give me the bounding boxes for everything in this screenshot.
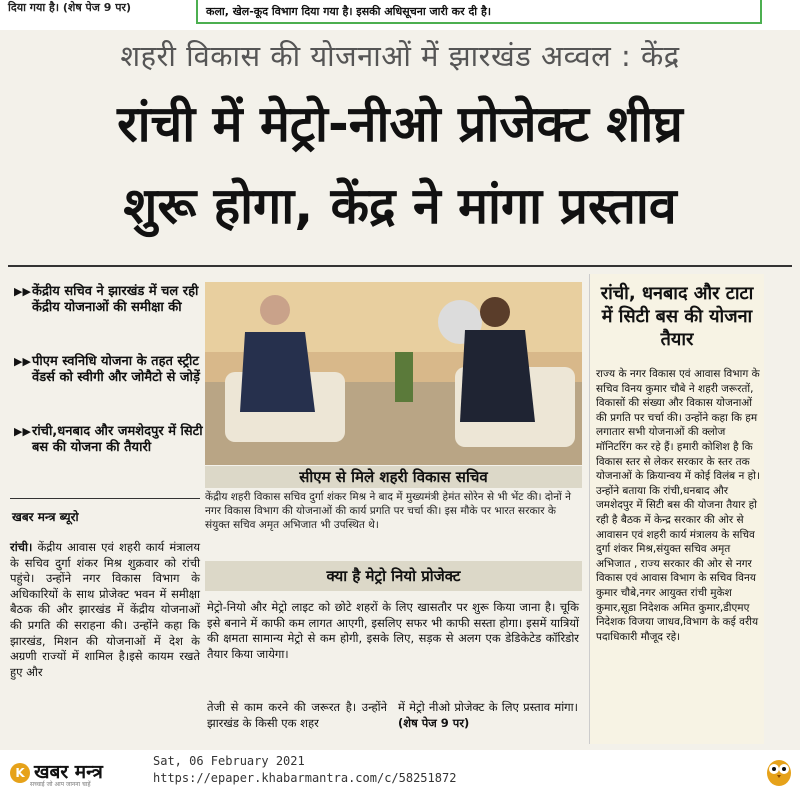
double-arrow-icon: ▶▶: [14, 285, 31, 298]
logo-tagline: सच्चाई जो आप जानना चाहें: [30, 781, 91, 788]
article-body-col2-tail: तेजी से काम करने की जरूरत है। उन्होंने झारखंड के किसी एक शहर: [207, 700, 387, 730]
photo-caption-title: सीएम से मिले शहरी विकास सचिव: [205, 466, 582, 488]
dateline: रांची।: [10, 540, 33, 554]
bureau-byline: खबर मन्त्र ब्यूरो: [12, 510, 79, 524]
epaper-link[interactable]: https://epaper.khabarmantra.com/c/58251872: [153, 771, 457, 785]
subsection-title: क्या है मेट्रो नियो प्रोजेक्ट: [205, 561, 582, 591]
double-arrow-icon: ▶▶: [14, 355, 31, 368]
headline-line-2: शुरू होगा, केंद्र ने मांगा प्रस्ताव: [123, 177, 677, 235]
kicker-headline: शहरी विकास की योजनाओं में झारखंड अव्वल : केंद्र: [120, 39, 680, 73]
news-photo: [205, 282, 582, 465]
double-arrow-icon: ▶▶: [14, 425, 31, 438]
bullet-point: ▶▶ रांची,धनबाद और जमशेदपुर में सिटी बस की योजना की तैयारी: [14, 424, 203, 455]
logo-k-icon: K: [10, 763, 30, 783]
headline-rule: [8, 265, 792, 267]
edition-date: Sat, 06 February 2021: [153, 754, 305, 768]
photo-caption: केंद्रीय शहरी विकास सचिव दुर्गा शंकर मिश्र ने बाद में मुख्यमंत्री हेमंत सोरेन से भी भेंट की। दोनों ने नगर विकास विभाग की योजनाओं की कार्य प्रगति पर चर्चा की। इस मौके पर भारत सरकार के संयुक्त सचिव अमृत अभिजात भी उपस्थित थे।: [205, 491, 571, 531]
article-body: रांची। केंद्रीय आवास एवं शहरी कार्य मंत्रालय के सचिव दुर्गा शंकर मिश्र शुक्रवार को रांची पहुंचे। उन्होंने नगर विकास विभाग के अधिकारियों के साथ प्रोजेक्ट भवन में समीक्षा बैठक की और झारखंड में केंद्रीय योजनाओं की प्रगति की सराहना की। उन्होंने कहा कि झारखंड, मिशन की योजनाओं में देश के अग्रणी राज्यों में शामिल है।इसे कायम रखते हुए और: [10, 540, 201, 679]
sidebar-title: रांची, धनबाद और टाटा में सिटी बस की योजना तैयार: [600, 283, 754, 350]
sidebar-body: राज्य के नगर विकास एवं आवास विभाग के सचिव विनय कुमार चौबे ने शहरी जरूरतों, विकासों की संख्या और विकास योजनाओं की प्रगति पर चर्चा की। उन्होंने कहा कि हम लगातार सभी योजनाओं की क्लोज मॉनिटरिंग कर रहे हैं। हमारी कोशिश है कि विकास स्तर से लेकर सरकार के स्तर तक योजनाओं के क्रियान्वय में कोई विलंब न हो। उन्होंने बताया कि रांची,धनबाद और जमशेदपुर में सिटी बस की योजना तैयार हो रही है बैठक में केन्द्र सरकार की ओर से आवासन एवं शहरी कार्य मंत्रालय के सचिव दुर्गा शंकर मिश्र,संयुक्त सचिव अमृत अभिजात , राज्य सरकार की ओर से नगर विकास एवं आवास विभाग के सचिव विनय कुमार चौबे,नगर आयुक्त रांची मुकेश कुमार,सूडा निदेशक अमित कुमार,डीएमए निदेशक विजया जाधव,विभाग के कई वरीय पदाधिकारी मौजूद रहे।: [596, 368, 760, 643]
headline-line-1: रांची में मेट्रो-नीओ प्रोजेक्ट शीघ्र: [117, 95, 683, 153]
continued-marker: (शेष पेज 9 पर): [398, 715, 470, 730]
bullet-point: ▶▶ पीएम स्वनिधि योजना के तहत स्ट्रीट वेंडर्स को स्वीगी और जोमैटो से जोड़ें: [14, 354, 200, 385]
article-body-col3-tail: में मेट्रो नीओ प्रोजेक्ट के लिए प्रस्ताव मांगा। (शेष पेज 9 पर): [398, 700, 578, 730]
notice-box: कला, खेल-कूद विभाग दिया गया है। इसकी अधिसूचना जारी कर दी है।: [196, 0, 762, 24]
publication-logo[interactable]: K खबर मन्त्र: [10, 758, 103, 784]
subsection-body: मेट्रो-नियो और मेट्रो लाइट को छोटे शहरों के लिए खासतौर पर शुरू किया जाना है। चूकि इसे बनाने में काफी कम लागत आएगी, इसलिए सफर भी काफी सस्ता होगा। इसमें यात्रियों की क्षमता सामान्य मेट्रो से कम होगी, इसके लिए, सड़क से अलग एक डेडिकेटेड कॉरिडोर तैयार किया जायेगा।: [207, 600, 579, 661]
bullet-point: ▶▶ केंद्रीय सचिव ने झारखंड में चल रही केंद्रीय योजनाओं की समीक्षा की: [14, 284, 199, 315]
bureau-rule: [10, 498, 200, 499]
owl-mascot-icon: [764, 755, 794, 787]
previous-story-tail: दिया गया है। (शेष पेज 9 पर): [8, 1, 132, 14]
